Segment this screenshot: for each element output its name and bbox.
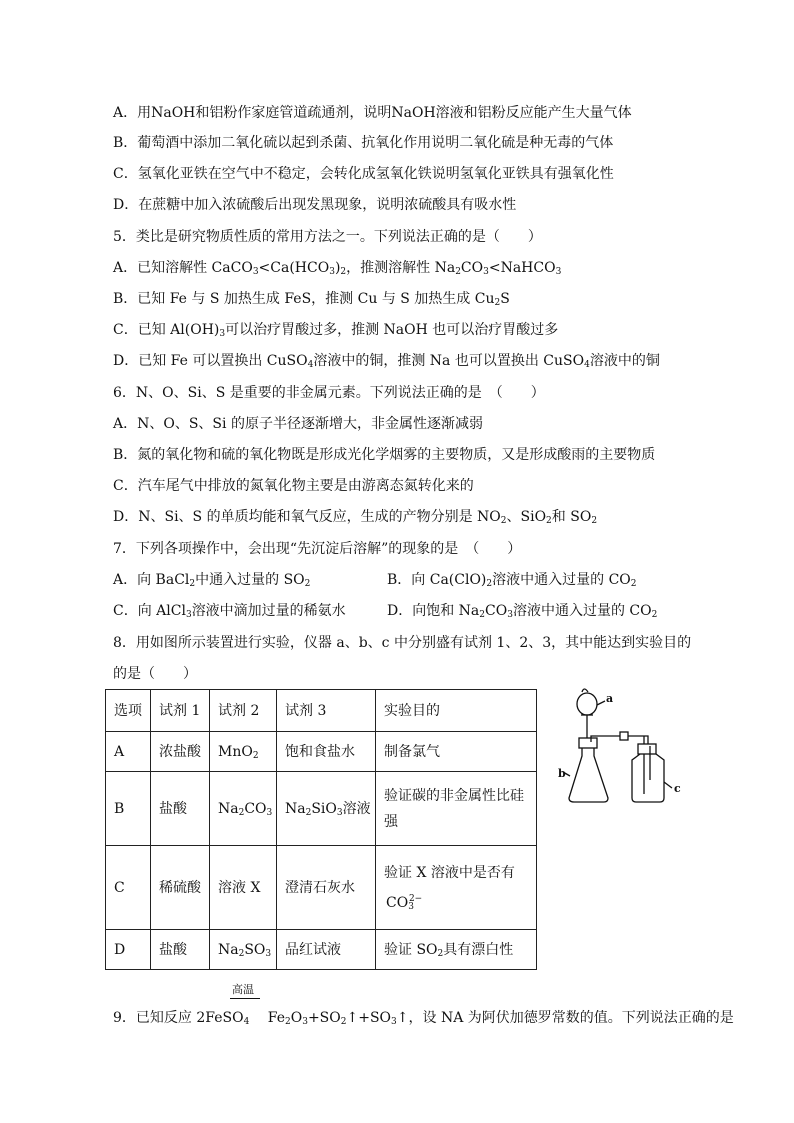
q5-option-d: D．已知 Fe 可以置换出 CuSO$_4$溶液中的铜，推测 Na 也可以置换出 CuSO$_4$溶液中的铜 bbox=[113, 353, 660, 370]
q4-option-d: D．在蔗糖中加入浓硫酸后出现发黑现象，说明浓硫酸具有吸水性 bbox=[113, 197, 517, 213]
header-cell: 试剂 2 bbox=[210, 690, 277, 732]
header-cell: 实验目的 bbox=[376, 690, 537, 732]
table-cell: A bbox=[106, 732, 151, 772]
q4-option-a: A．用NaOH和铝粉作家庭管道疏通剂，说明NaOH溶液和铝粉反应能产生大量气体 bbox=[113, 105, 632, 121]
q5-option-c: C．已知 $Al(OH)_3$可以治疗胃酸过多，推测 NaOH 也可以治疗胃酸过多 bbox=[113, 322, 559, 339]
q6-option-b: B．氮的氧化物和硫的氧化物既是形成光化学烟雾的主要物质，又是形成酸雨的主要物质 bbox=[113, 447, 656, 463]
table-cell: B bbox=[106, 772, 151, 846]
q6-option-d: D．N、Si、S 的单质均能和氧气反应，生成的产物分别是 $NO_2$、SiO$_2$和 $SO_2$ bbox=[113, 509, 598, 526]
table-cell: 验证 $SO_2$具有漂白性 bbox=[376, 930, 537, 970]
table-cell: 饱和食盐水 bbox=[277, 732, 376, 772]
q9-stem: 9．已知反应 2FeSO$_4$ $Fe_2O_3+SO_2↑+SO_3↑$，设 NA 为阿伏加德罗常数的值。下列说法正确的是 bbox=[113, 1010, 734, 1027]
table-row bbox=[106, 772, 537, 846]
table-cell: 验证碳的非金属性比硅 强 bbox=[376, 772, 537, 846]
apparatus-diagram bbox=[558, 684, 688, 806]
table-cell: $Na_2CO_3$ bbox=[210, 772, 277, 846]
q5-option-a: A．已知溶解性 $CaCO_3<Ca(HCO_3)_2$，推测溶解性 $Na_2CO_3<NaHCO_3$ bbox=[113, 260, 562, 277]
q8-stem-line1: 8．用如图所示装置进行实验，仪器 a、b、c 中分别盛有试剂 1、2、3，其中能达到实验目的 bbox=[113, 635, 692, 651]
table-cell: $Na_2SiO_3$溶液 bbox=[277, 772, 376, 846]
table-cell: 浓盐酸 bbox=[151, 732, 210, 772]
q7-option-d: D．向饱和 $Na_2CO_3$溶液中通入过量的 $CO_2$ bbox=[387, 603, 658, 620]
table-cell: 品红试液 bbox=[277, 930, 376, 970]
table-cell: D bbox=[106, 930, 151, 970]
q7-stem: 7．下列各项操作中，会出现“先沉淀后溶解”的现象的是 （ ） bbox=[113, 541, 522, 557]
table-cell: C bbox=[106, 846, 151, 930]
q4-option-b: B．葡萄酒中添加二氧化硫以起到杀菌、抗氧化作用说明二氧化硫是种无毒的气体 bbox=[113, 135, 614, 151]
table-header-row bbox=[106, 690, 537, 732]
table-cell: MnO$_2$ bbox=[210, 732, 277, 772]
q5-stem: 5．类比是研究物质性质的常用方法之一。下列说法正确的是（ ） bbox=[113, 229, 542, 245]
table-row bbox=[106, 846, 537, 930]
q7-option-a: A．向 BaCl$_2$中通入过量的 $SO_2$ bbox=[113, 572, 311, 589]
q8-table bbox=[105, 689, 537, 970]
table-cell: 溶液 X bbox=[210, 846, 277, 930]
q4-option-c: C．氢氧化亚铁在空气中不稳定，会转化成氢氧化铁说明氢氧化亚铁具有强氧化性 bbox=[113, 166, 614, 182]
header-cell: 试剂 1 bbox=[151, 690, 210, 732]
q6-stem: 6．N、O、Si、S 是重要的非金属元素。下列说法正确的是 （ ） bbox=[113, 385, 545, 401]
table-cell: 盐酸 bbox=[151, 930, 210, 970]
label-b: b bbox=[558, 767, 566, 780]
q9-reaction-arrow-line bbox=[230, 998, 260, 999]
table-row bbox=[106, 732, 537, 772]
label-c: c bbox=[674, 782, 681, 795]
table-cell: 盐酸 bbox=[151, 772, 210, 846]
table-cell: 制备氯气 bbox=[376, 732, 537, 772]
header-cell: 选项 bbox=[106, 690, 151, 732]
q7-option-b: B．向 $Ca(ClO)_2$溶液中通入过量的 $CO_2$ bbox=[387, 572, 637, 589]
table-cell: 澄清石灰水 bbox=[277, 846, 376, 930]
q7-option-c: C．向 AlCl$_3$溶液中滴加过量的稀氨水 bbox=[113, 603, 346, 620]
q9-reaction-condition: 高温 bbox=[232, 983, 254, 996]
q6-option-a: A．N、O、S、Si 的原子半径逐渐增大，非金属性逐渐减弱 bbox=[113, 416, 483, 432]
label-a: a bbox=[606, 692, 614, 705]
table-row bbox=[106, 930, 537, 970]
header-cell: 试剂 3 bbox=[277, 690, 376, 732]
table-cell: 稀硫酸 bbox=[151, 846, 210, 930]
q5-option-b: B．已知 Fe 与 S 加热生成 FeS，推测 Cu 与 S 加热生成 $Cu_2S$ bbox=[113, 291, 510, 308]
q8-stem-line2: 的是（ ） bbox=[113, 666, 197, 682]
table-cell: 验证 X 溶液中是否有 $CO_3^{2-}$ bbox=[376, 846, 537, 930]
q6-option-c: C．汽车尾气中排放的氮氧化物主要是由游离态氮转化来的 bbox=[113, 478, 474, 494]
table-cell: $Na_2SO_3$ bbox=[210, 930, 277, 970]
